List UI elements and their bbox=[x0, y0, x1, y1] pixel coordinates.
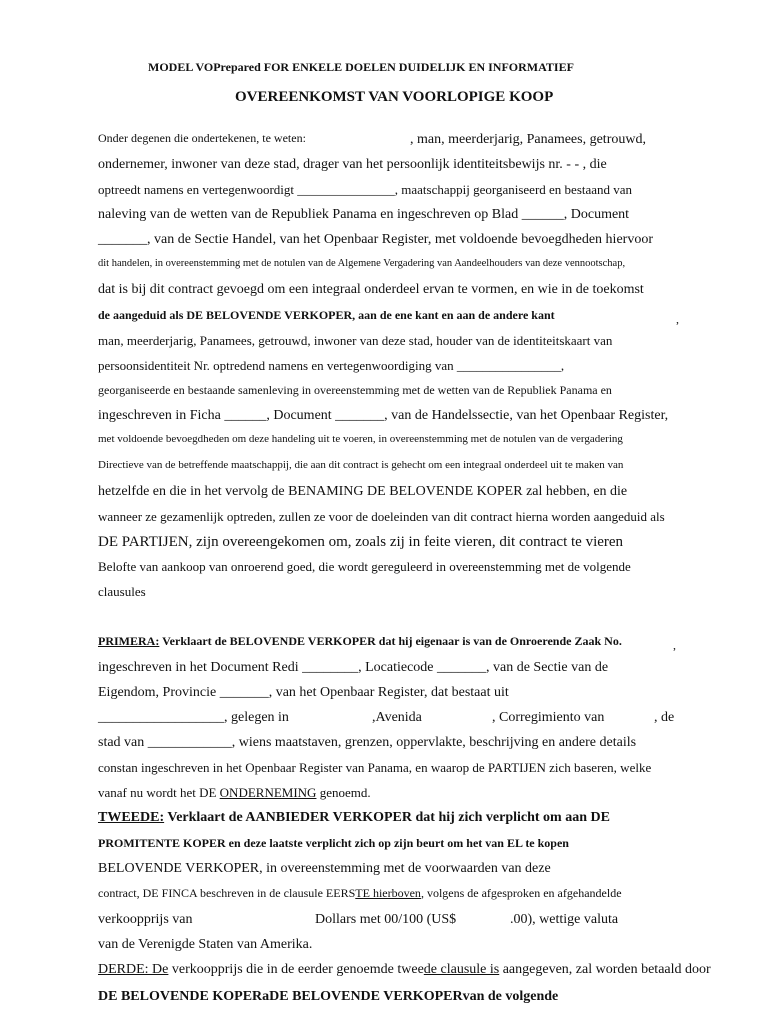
intro-line-14: Directieve van de betreffende maatschappij, die aan dit contract is gehecht om een integraal onderdeel uit te maken van bbox=[98, 459, 624, 471]
intro-line-8b: , bbox=[676, 312, 679, 326]
primera-line-4b: ,Avenida bbox=[372, 710, 422, 725]
intro-line-4: naleving van de wetten van de Republiek Panama en ingeschreven op Blad ______, Document bbox=[98, 207, 630, 222]
tweede-line-2: PROMITENTE KOPER en deze laatste verplicht zich op zijn beurt om het van EL te kopen bbox=[98, 836, 569, 850]
intro-line-8a: de aangeduid als DE BELOVENDE VERKOPER, aan de ene kant en aan de andere kant bbox=[98, 308, 555, 322]
tweede-line-1: Verklaart de AANBIEDER VERKOPER dat hij zich verplicht om aan DE bbox=[164, 810, 610, 825]
intro-line-16: wanneer ze gezamenlijk optreden, zullen ze voor de doeleinden van dit contract hierna worden aangeduid als bbox=[98, 509, 665, 524]
intro-line-6: dit handelen, in overeenstemming met de notulen van de Algemene Vergadering van Aandeelhouders van deze vennootschap, bbox=[98, 258, 626, 269]
intro-line-2: ondernemer, inwoner van deze stad, drager van het persoonlijk identiteitsbewijs nr. - - , die bbox=[98, 157, 607, 172]
intro-line-9: man, meerderjarig, Panamees, getrouwd, inwoner van deze stad, houder van de identiteitskaart van bbox=[98, 333, 613, 348]
intro-line-1b: , man, meerderjarig, Panamees, getrouwd, bbox=[410, 132, 646, 147]
primera-head-end: , bbox=[673, 638, 676, 652]
primera-line-6: constan ingeschreven in het Openbaar Register van Panama, en waarop de PARTIJEN zich baseren, welke bbox=[98, 760, 652, 775]
intro-line-1a: Onder degenen die ondertekenen, te weten: bbox=[98, 131, 306, 145]
tweede-line-5a: verkoopprijs van bbox=[98, 912, 193, 927]
primera-line-7a: vanaf nu wordt het DE bbox=[98, 785, 220, 800]
primera-line-4a: __________________, gelegen in bbox=[98, 710, 289, 725]
intro-line-13: met voldoende bevoegdheden om deze handeling uit te voeren, in overeenstemming met de notulen van de vergadering bbox=[98, 433, 623, 445]
intro-line-12: ingeschreven in Ficha ______, Document _______, van de Handelssectie, van het Openbaar Register, bbox=[98, 408, 669, 423]
intro-line-17: DE PARTIJEN, zijn overeengekomen om, zoals zij in feite vieren, dit contract te vieren bbox=[98, 534, 624, 550]
primera-head-text: Verklaart de BELOVENDE VERKOPER dat hij eigenaar is van de Onroerende Zaak No. bbox=[159, 634, 622, 648]
primera-line-4c: , Corregimiento van bbox=[492, 710, 605, 725]
model-disclaimer: MODEL VOPrepared FOR ENKELE DOELEN DUIDELIJK EN INFORMATIEF bbox=[148, 60, 574, 74]
document-title: OVEREENKOMST VAN VOORLOPIGE KOOP bbox=[235, 89, 554, 105]
tweede-line-4 bbox=[98, 887, 622, 899]
tweede-line-4b: TE hierboven bbox=[355, 886, 421, 900]
derde-line-1c: de clausule is bbox=[423, 962, 500, 977]
intro-line-11: georganiseerde en bestaande samenleving in overeenstemming met de wetten van de Republiek Panama en bbox=[98, 383, 612, 397]
tweede-heading bbox=[98, 811, 610, 825]
intro-line-7: dat is bij dit contract gevoegd om een integraal onderdeel ervan te vormen, en wie in de toekomst bbox=[98, 282, 644, 297]
derde-line-2: DE BELOVENDE KOPERaDE BELOVENDE VERKOPERvan de volgende bbox=[98, 989, 559, 1004]
derde-line-1d: aangegeven, zal worden betaald door bbox=[499, 962, 711, 977]
tweede-label: TWEEDE: bbox=[98, 810, 165, 825]
tweede-line-4c: , volgens de afgesproken en afgehandelde bbox=[420, 886, 622, 900]
primera-line-4d: , de bbox=[654, 710, 675, 725]
derde-line-1 bbox=[98, 963, 711, 977]
intro-line-18: Belofte van aankoop van onroerend goed, die wordt gereguleerd in overeenstemming met de volgende bbox=[98, 559, 631, 574]
primera-line-3: Eigendom, Provincie _______, van het Openbaar Register, dat bestaat uit bbox=[98, 685, 509, 700]
tweede-line-3: BELOVENDE VERKOPER, in overeenstemming met de voorwaarden van deze bbox=[98, 861, 551, 876]
primera-line-7c: genoemd. bbox=[316, 785, 371, 800]
primera-line-2: ingeschreven in het Document Redi ________, Locatiecode _______, van de Sectie van de bbox=[98, 660, 609, 675]
derde-line-1b: verkoopprijs die in de eerder genoemde twee bbox=[168, 962, 424, 977]
derde-label: DERDE: De bbox=[98, 962, 169, 977]
primera-line-7 bbox=[98, 786, 371, 799]
primera-heading bbox=[98, 635, 622, 647]
intro-line-15: hetzelfde en die in het vervolg de BENAMING DE BELOVENDE KOPER zal hebben, en die bbox=[98, 484, 628, 499]
intro-line-3: optreedt namens en vertegenwoordigt _______________, maatschappij georganiseerd en bestaand van bbox=[98, 182, 633, 197]
primera-onderneming: ONDERNEMING bbox=[219, 785, 317, 800]
intro-line-10: persoonsidentiteit Nr. optredend namens en vertegenwoordiging van ________________, bbox=[98, 358, 565, 373]
tweede-line-5c: .00), wettige valuta bbox=[510, 912, 619, 927]
intro-line-5: _______, van de Sectie Handel, van het Openbaar Register, met voldoende bevoegdheden hiervoor bbox=[98, 232, 653, 247]
intro-line-19: clausules bbox=[98, 584, 146, 599]
tweede-line-6: van de Verenigde Staten van Amerika. bbox=[98, 937, 313, 952]
tweede-line-5b: Dollars met 00/100 (US$ bbox=[315, 912, 457, 927]
tweede-line-4a: contract, DE FINCA beschreven in de clausule EERS bbox=[98, 886, 356, 900]
primera-line-5: stad van ____________, wiens maatstaven, grenzen, oppervlakte, beschrijving en andere details bbox=[98, 735, 637, 750]
primera-label: PRIMERA: bbox=[98, 634, 160, 648]
